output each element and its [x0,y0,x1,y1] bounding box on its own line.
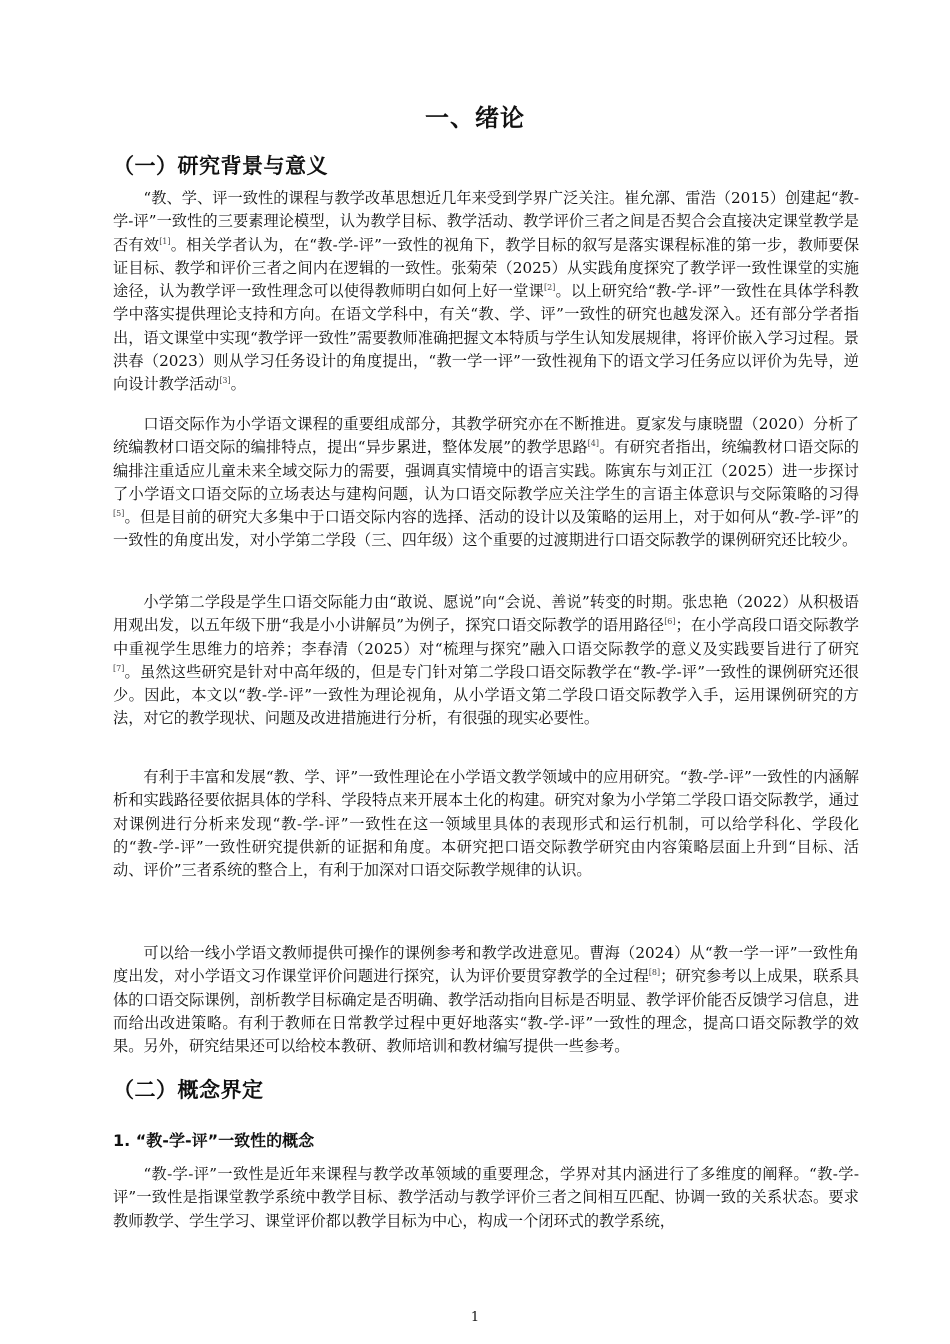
text-run: “教、学、评一致性的课程与教学改革思想近几年来受到学界广泛关注。崔允漷、雷浩（2015）创建起“教-学-评”一致性的三要素理论模型，认为教学目标、教学活动、教学评价三者之间是否契合会直接决定课堂教学是否有效 [113,189,859,254]
citation-ref[interactable]: [4] [587,439,599,449]
citation-ref[interactable]: [8] [648,968,661,978]
text-run: 。但是目前的研究大多集中于口语交际内容的选择、活动的设计以及策略的运用上，对于如何从“教-学-评”的一致性的角度出发，对小学第二学段（三、四年级）这个重要的过渡期进行口语交际教学的课例研究还比较少。 [113,508,859,550]
paragraph-background-1 [113,187,859,397]
text-run: 。 [230,375,246,394]
citation-ref[interactable]: [3] [219,376,231,386]
chapter-title: 一、绪论 [425,104,525,132]
text-run: 小学第二学段是学生口语交际能力由“敢说、愿说”向“会说、善说”转变的时期。张忠艳（2022）从积极语用观出发，以五年级下册“我是小小讲解员”为例子，探究口语交际教学的语用路径 [113,593,859,635]
citation-ref[interactable]: [5] [113,509,125,519]
text-run: ；在小学高段口语交际教学中重视学生思维力的培养；李春清（2025）对“梳理与探究”融入口语交际教学的意义及实践要旨进行了研究 [113,616,859,658]
text-run: 可以给一线小学语文教师提供可操作的课例参考和教学改进意见。曹海（2024）从“教一学一评”一致性角度出发，对小学语文习作课堂评价问题进行探究，认为评价要贯穿教学的全过程 [113,944,859,986]
paragraph-background-4: 有利于丰富和发展“教、学、评”一致性理论在小学语文教学领域中的应用研究。“教-学-评”一致性的内涵解析和实践路径要依据具体的学科、学段特点来开展本土化的构建。研究对象为小学第二学段口语交际教学，通过对课例进行分析来发现“教-学-评”一致性在这一领域里具体的表现形式和运行机制，可以给学科化、学段化的“教-学-评”一致性研究提供新的证据和角度。本研究把口语交际教学研究由内容策略层面上升到“目标、活动、评价”三者系统的整合上，有利于加深对口语交际教学规律的认识。 [113,768,859,880]
section-title-definitions: （二）概念界定 [113,1078,264,1102]
paragraph-background-5 [113,942,859,1058]
text-run: 口语交际作为小学语文课程的重要组成部分，其教学研究亦在不断推进。夏家发与康晓盟（2020）分析了统编教材口语交际的编排特点，提出“异步累进，整体发展”的教学思路 [113,415,859,457]
subsection-title-concept: 1. “教-学-评”一致性的概念 [113,1131,315,1150]
text-run: 。虽然这些研究是针对中高年级的，但是专门针对第二学段口语交际教学在“教-学-评”一致性的课例研究还很少。因此，本文以“教-学-评”一致性为理论视角，从小学语文第二学段口语交际教学入手，运用课例研究的方法，对它的教学现状、问题及改进措施进行分析，有很强的现实必要性。 [113,662,859,728]
section-title-background: （一）研究背景与意义 [113,154,328,178]
text-run: ；研究参考以上成果，联系具体的口语交际课例，剖析教学目标确定是否明确、教学活动指向目标是否明显、教学评价能否反馈学习信息，进而给出改进策略。有利于教师在日常教学过程中更好地落实“教-学-评”一致性的理念，提高口语交际教学的效果。另外，研究结果还可以给校本教研、教师培训和教材编写提供一些参考。 [113,967,860,1056]
citation-ref[interactable]: [6] [664,617,676,627]
paragraph-concept-1: “教-学-评”一致性是近年来课程与教学改革领域的重要理念，学界对其内涵进行了多维度的阐释。“教-学-评”一致性是指课堂教学系统中教学目标、教学活动与教学评价三者之间相互匹配、协调一致的关系状态。要求教师教学、学生学习、课堂评价都以教学目标为中心，构成一个闭环式的教学系统， [113,1165,859,1230]
paragraph-background-3 [113,591,859,731]
citation-ref[interactable]: [1] [159,236,171,246]
text-run: 。以上研究给“教-学-评”一致性在具体学科教学中落实提供理论支持和方向。在语文学科中，有关“教、学、评”一致性的研究也越发深入。还有部分学者指出，语文课堂中实现“教学评一致性”需要教师准确把握文本特质与学生认知发展规律，将评价嵌入学习过程。景洪春（2023）则从学习任务设计的角度提出，“教一学一评”一致性视角下的语文学习任务应以评价为先导，逆向设计教学活动 [113,282,859,394]
paragraph-background-2 [113,413,859,553]
text-run: 。有研究者指出，统编教材口语交际的编排注重适应儿童未来全域交际力的需要，强调真实情境中的语言实践。陈寅东与刘正江（2025）进一步探讨了小学语文口语交际的立场表达与建构问题，认为口语交际教学应关注学生的言语主体意识与交际策略的习得 [113,438,859,503]
citation-ref[interactable]: [2] [543,283,556,293]
citation-ref[interactable]: [7] [113,663,125,673]
text-run: 。相关学者认为，在“教-学-评”一致性的视角下，教学目标的叙写是落实课程标准的第一步，教师要保证目标、教学和评价三者之间内在逻辑的一致性。张菊荣（2025）从实践角度探究了教学评一致性课堂的实施途径，认为教学评一致性理念可以使得教师明白如何上好一堂课 [113,235,860,301]
page-number: 1 [470,1310,480,1325]
